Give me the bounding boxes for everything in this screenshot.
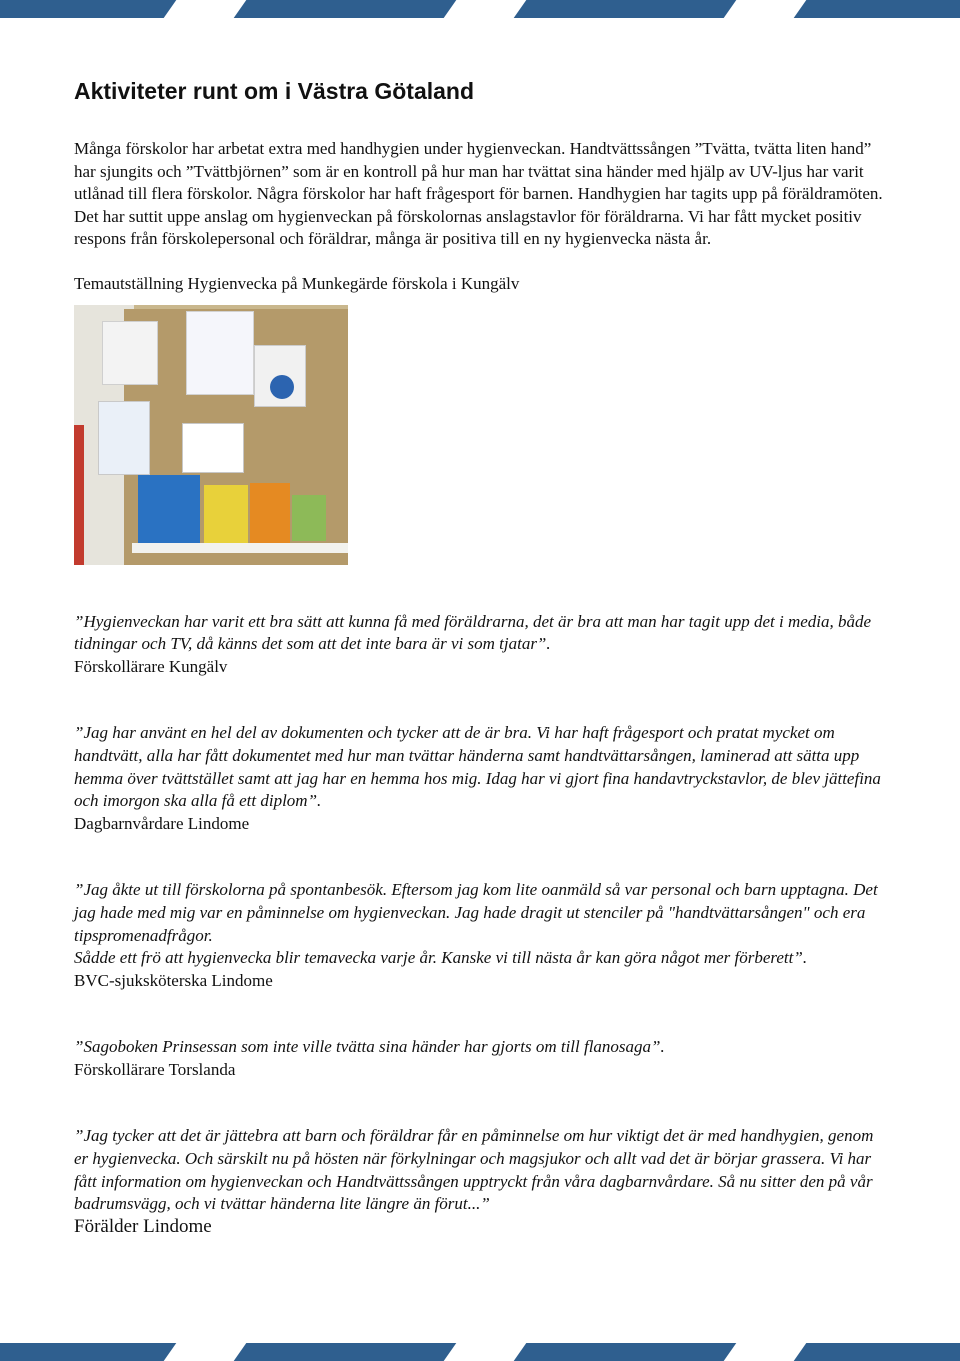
quote-author: Dagbarnvårdare Lindome — [74, 813, 250, 833]
quote-author: Förälder Lindome — [74, 1215, 212, 1237]
top-decorative-bar — [0, 0, 960, 18]
intro-paragraph: Många förskolor har arbetat extra med handhygien under hygienveckan. Handtvättssången ”Tvätta, tvätta liten hand” har sjungits och ”Tvättbjörnen” som är en kontroll på hur man har tvättat sina händer med hjälp av UV-ljus har varit utlånad till flera förskolor. Några förskolor har haft frågesport för barnen. Handhygien har tagits upp på föräldramöten. Det har suttit uppe anslag om hygienveckan på förskolornas anslagstavlor för föräldrarna. Vi har fått mycket positiv respons från förskolepersonal och föräldrar, många är positiva till en ny hygienvecka nästa år. — [74, 139, 883, 249]
quote-text: ”Jag tycker att det är jättebra att barn och föräldrar får en påminnelse om hur viktigt det är med handhygien, genom er hygienvecka. Och särskilt nu på hösten när förkylningar och magsjukor och allt vad det är börjar grassera. Vi har fått information om hygienveckan och Handtvättssången upptryckt från våra dagbarnvårdare. Så nu sitter den på vår badrumsvägg, och vi tvättar händerna lite längre än förut...” — [74, 1126, 874, 1214]
exhibition-photo — [74, 305, 348, 565]
quote-text: ”Hygienveckan har varit ett bra sätt att kunna få med föräldrarna, det är bra att man har tagit upp det i media, både tidningar och TV, då känns det som att det inte bara är vi som tjatar”. — [74, 611, 872, 654]
page-content — [74, 76, 890, 1238]
quote-text-continued: Sådde ett frö att hygienvecka blir temavecka varje år. Kanske vi till nästa år kan göra något mer förberett”. — [74, 948, 808, 968]
quote-author: Förskollärare Kungälv — [74, 656, 228, 676]
bottom-decorative-bar — [0, 1343, 960, 1361]
quote-author: BVC-sjuksköterska Lindome — [74, 970, 273, 990]
quote-author: Förskollärare Torslanda — [74, 1059, 236, 1079]
page-title: Aktiviteter runt om i Västra Götaland — [74, 78, 475, 104]
photo-caption: Temautställning Hygienvecka på Munkegärde förskola i Kungälv — [74, 273, 520, 293]
quote-text: ”Sagoboken Prinsessan som inte ville tvätta sina händer har gjorts om till flanosaga”. — [74, 1037, 665, 1057]
quote-text: ”Jag åkte ut till förskolorna på spontanbesök. Eftersom jag kom lite oanmäld så var personal och barn upptagna. Det jag hade med mig var en påminnelse om hygienveckan. Jag hade dragit ut stenciler på "handtvättarsången" och era tipspromenadfrågor. — [74, 880, 878, 945]
quote-text: ”Jag har använt en hel del av dokumenten och tycker att de är bra. Vi har haft frågesport och pratat mycket om handtvätt, alla har fått dokumentet med hur man tvättar händerna samt handtvättarsången, laminerad att sätta upp hemma över tvättstället samt att jag har en hemma hos mig. Idag har vi gjort fina handavtryckstavlor, de blev jättefina och imorgon ska alla få ett diplom”. — [74, 723, 881, 811]
